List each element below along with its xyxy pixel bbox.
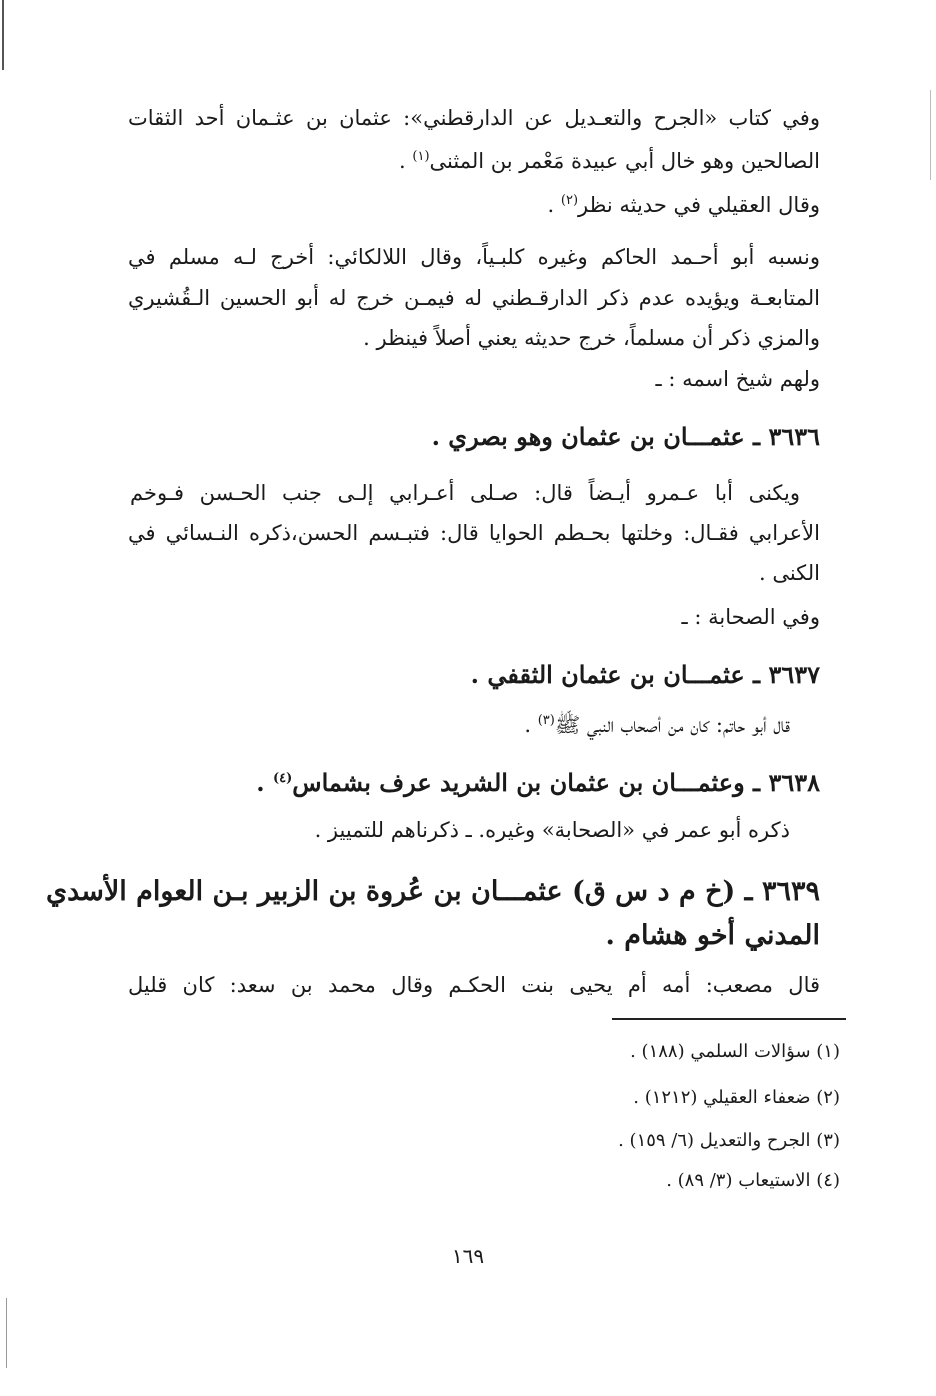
text-line: ويكنى أبا عـمرو أيـضاً قال: صـلى أعـرابي إلـى جنب الحـسن فـوخم bbox=[130, 481, 800, 505]
text-line: المتابعـة ويؤيده عدم ذكر الدارقـطني له فيمـن خرج له أبو الحسين الـقُشيري bbox=[128, 286, 820, 310]
line-text: الصالحين وهو خال أبي عبيدة مَعْمر بن المثنى bbox=[429, 149, 820, 173]
text-line: الكنى . bbox=[758, 561, 820, 585]
entry-heading-3638 bbox=[128, 764, 820, 798]
footnote-2: (٢) ضعفاء العقيلي (١٢١٢) . bbox=[633, 1087, 840, 1108]
text-line: ونسبه أبو أحـمد الحاكم وغيره كلبـياً، وقال اللالكائي: أخرج لـه مسلم في bbox=[128, 245, 820, 269]
footnote-marker: (١) bbox=[412, 149, 430, 164]
footnote-separator bbox=[612, 1018, 846, 1020]
text-line bbox=[128, 142, 820, 176]
entry-heading-3637: ٣٦٣٧ ـ عثمـــان بن عثمان الثقفي . bbox=[470, 660, 820, 689]
line-end-dot: . bbox=[547, 193, 555, 217]
text-line bbox=[128, 186, 820, 220]
entry-heading-3636: ٣٦٣٦ ـ عثمـــان بن عثمان وهو بصري . bbox=[431, 422, 820, 451]
page-number: ١٦٩ bbox=[451, 1244, 485, 1268]
scan-edge-mark bbox=[930, 90, 931, 180]
scan-edge-mark bbox=[2, 0, 4, 70]
heading-text: ٣٦٣٨ ـ وعثمـــان بن عثمان بن الشريد عرف بشماس bbox=[292, 768, 820, 797]
scan-edge-mark bbox=[6, 1298, 7, 1368]
entry-heading-3639-cont: المدني أخو هشام . bbox=[605, 920, 820, 951]
text-line: وفي كتاب «الجرح والتعـديل عن الدارقطني»: عثمان بن عثـمان أحد الثقات bbox=[128, 106, 820, 130]
footnote-marker: (٣) bbox=[537, 713, 555, 728]
text-line: قال مصعب: أمه أم يحيى بنت الحكـم وقال محمد بن سعد: كان قليل bbox=[128, 973, 820, 997]
text-line: والمزي ذكر أن مسلماً، خرج حديثه يعني أصلاً فينظر . bbox=[363, 326, 820, 350]
footnote-1: (١) سؤالات السلمي (١٨٨) . bbox=[630, 1041, 840, 1062]
footnote-3: (٣) الجرح والتعديل (٦/ ١٥٩) . bbox=[618, 1130, 840, 1151]
entry-heading-3639: ٣٦٣٩ ـ (خ م د س ق) عثمـــان بن عُروة بن الزبير بـن العوام الأسدي bbox=[45, 876, 820, 907]
line-end-dot: . bbox=[524, 713, 531, 737]
line-text: وقال العقيلي في حديثه نظر bbox=[578, 193, 820, 217]
text-line: ذكره أبو عمر في «الصحابة» وغيره. ـ ذكرناهم للتمييز . bbox=[314, 818, 790, 842]
text-line bbox=[98, 706, 790, 740]
text-line: الأعرابي فقـال: وخلتها بحـطم الحوايا قال: فتبـسم الحسن،ذكره النـسائي في bbox=[128, 521, 820, 545]
footnote-4: (٤) الاستيعاب (٣/ ٨٩) . bbox=[666, 1170, 840, 1191]
line-end-dot: . bbox=[399, 149, 406, 173]
footnote-marker: (٤) bbox=[273, 771, 293, 786]
line-end-dot: . bbox=[256, 768, 265, 797]
text-line: ولهم شيخ اسمه : ـ bbox=[655, 367, 820, 391]
text-line: وفي الصحابة : ـ bbox=[681, 605, 820, 629]
line-text: قال أبو حاتم: كان من أصحاب النبي ﷺ bbox=[554, 713, 790, 737]
footnote-marker: (٢) bbox=[560, 193, 579, 208]
